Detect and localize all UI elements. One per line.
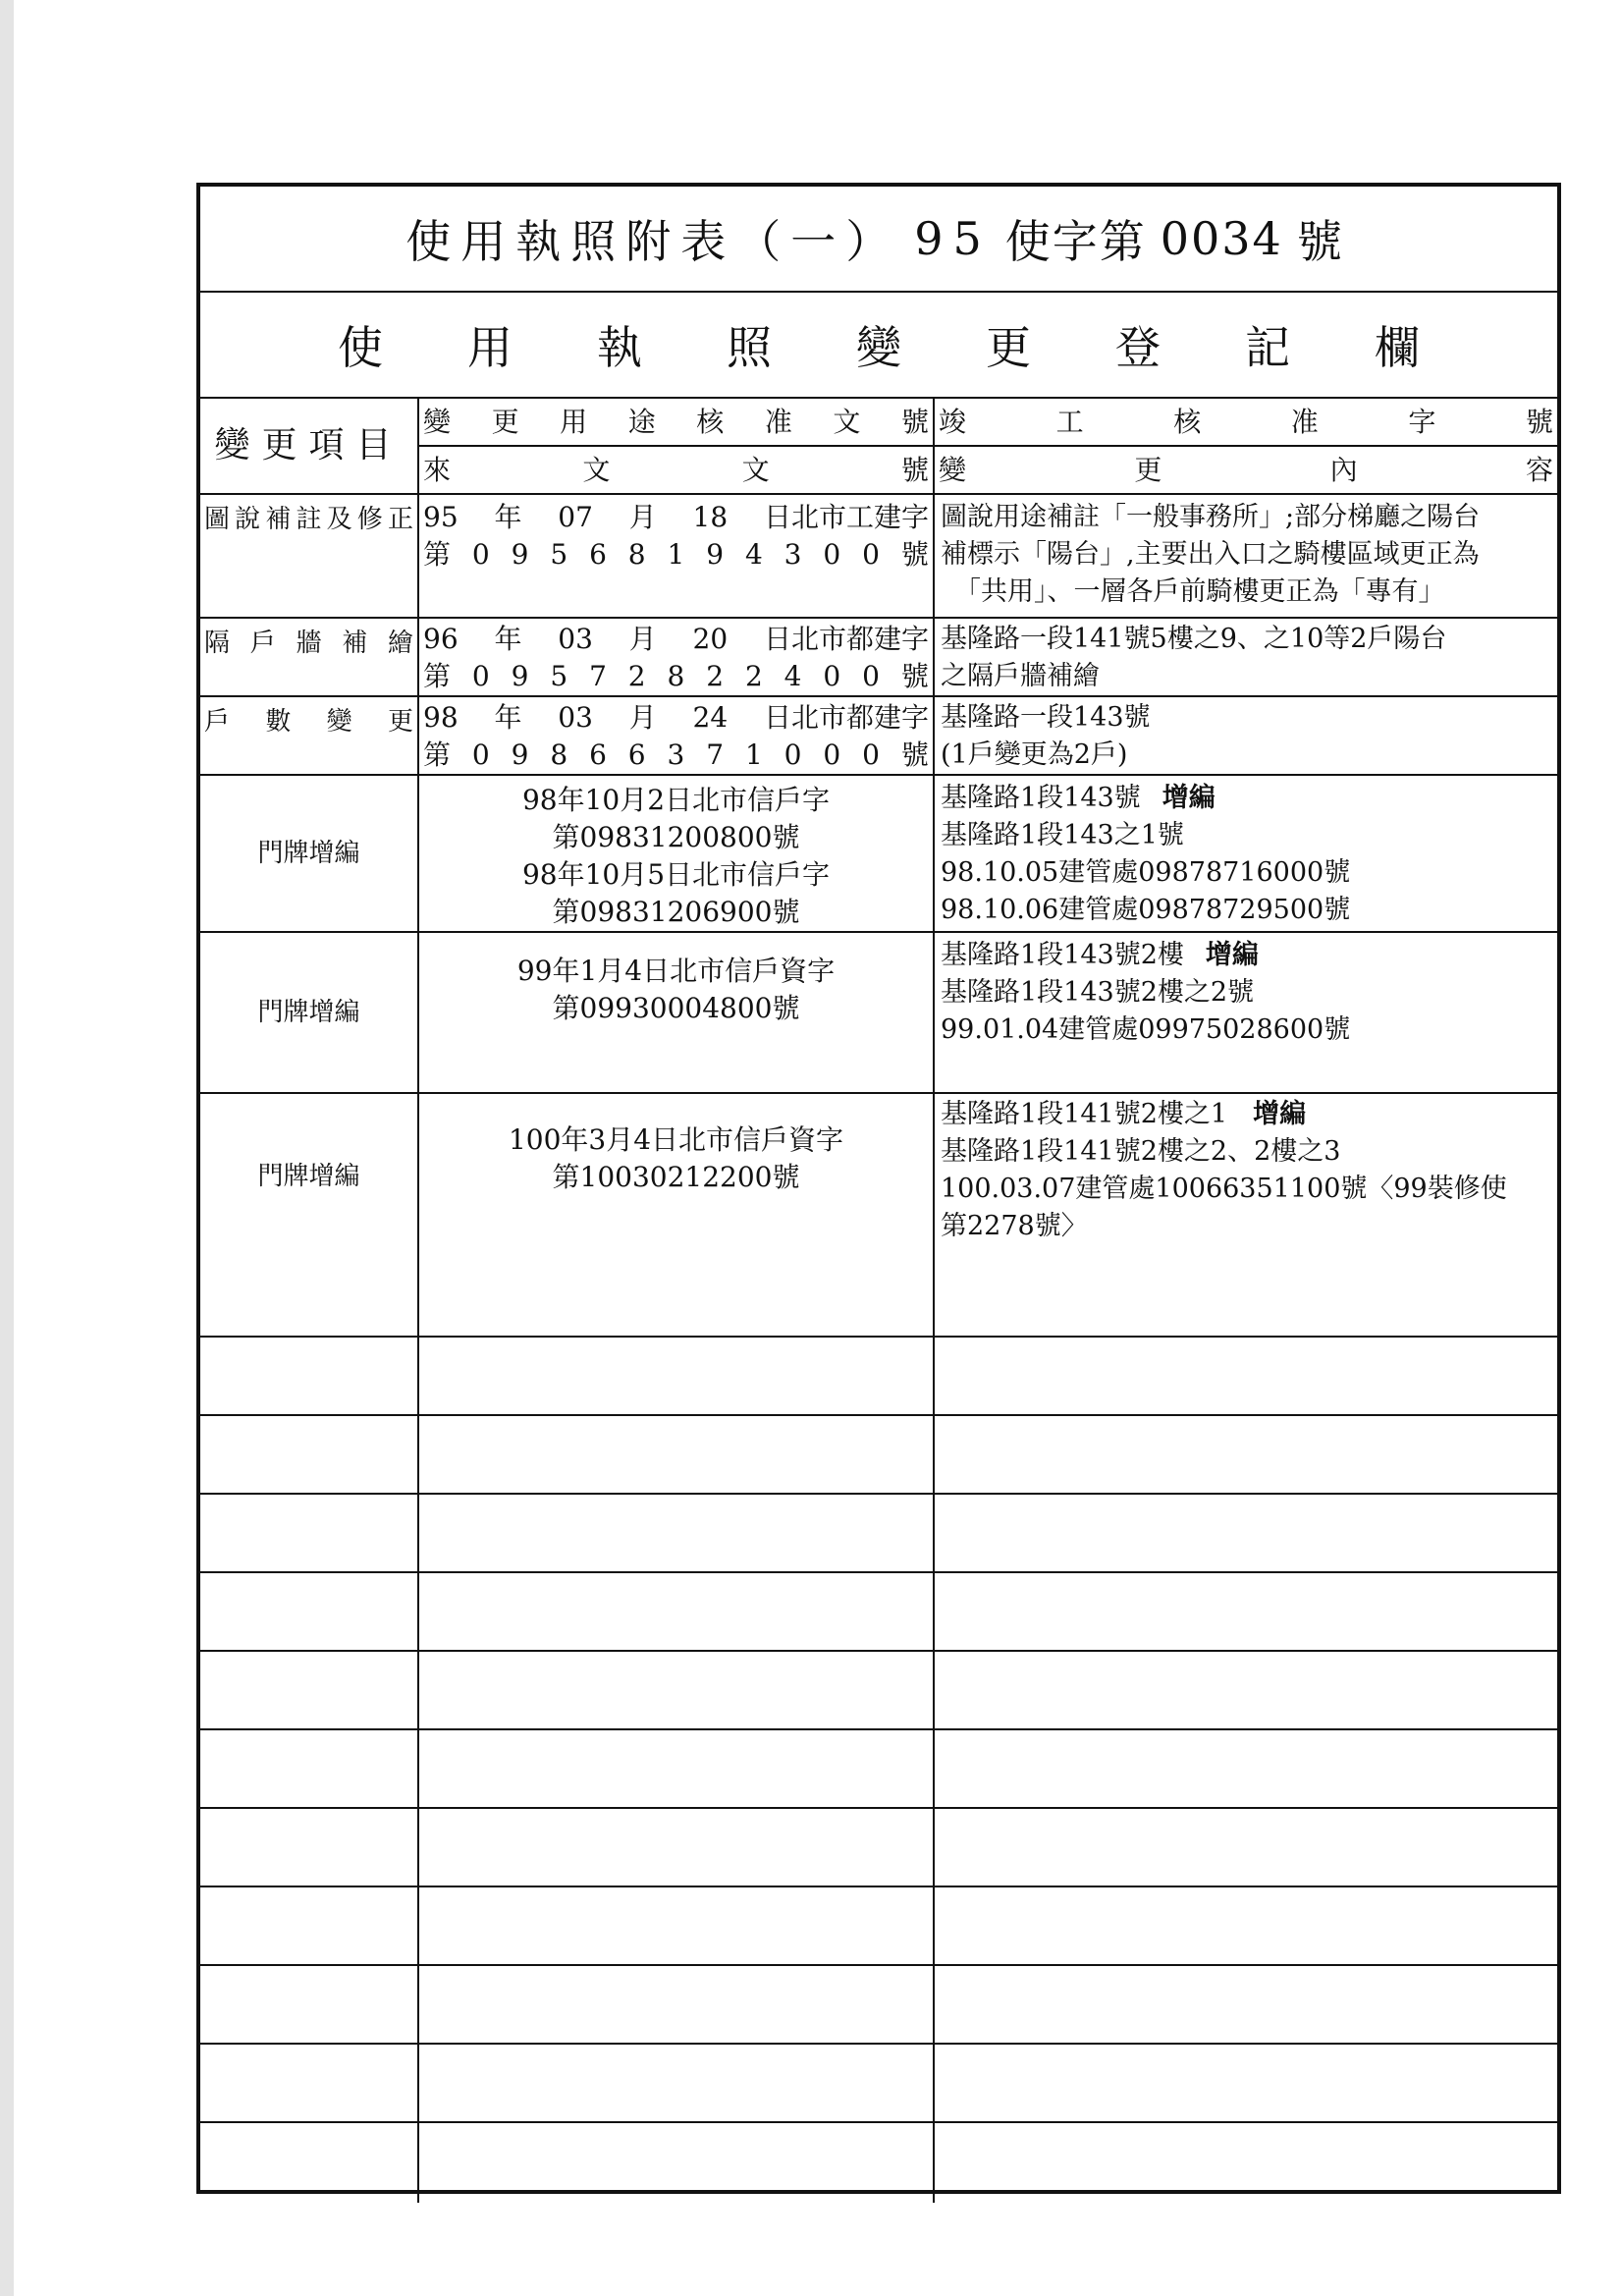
spread-token: 2 [744,660,763,692]
title-char: 用 [460,215,516,268]
spread-char: 更 [387,707,413,737]
subtitle-char: 欄 [1375,321,1420,374]
change-content-cell [934,775,1557,932]
header-completion-cell [934,399,1557,494]
approval-doc-cell [418,494,934,618]
spread-token: 1 [667,538,685,571]
spread-char: 號 [1525,405,1553,438]
subtitle-char: 變 [856,321,901,374]
empty-cell [418,1572,934,1651]
column-header-completion [935,399,1557,445]
spread-char: 容 [1525,453,1553,486]
approval-doc-line: 第09831206900號 [552,896,800,928]
spread-token: 日北市都建字 [763,623,929,655]
approval-doc-cell [418,696,934,775]
change-item-label [200,697,417,740]
table-row [200,1093,1557,1258]
empty-cell [934,1337,1557,1415]
spread-char: 說 [235,505,261,534]
spread-token: 0 [783,738,802,771]
empty-cell [418,1965,934,2044]
empty-table-row [200,2122,1557,2203]
content-line [935,937,1557,974]
spread-char: 號 [900,453,929,486]
spread-token: 年 [494,701,522,734]
title-char: 95 [914,212,992,265]
spread-token: 4 [744,538,763,571]
spread-char: 數 [265,707,292,737]
empty-cell [934,1572,1557,1651]
empty-cell [200,1651,418,1729]
usage-permit-annex-sheet [196,183,1561,2194]
change-content-cell [934,932,1557,1093]
spread-token: 07 [558,501,593,533]
spread-char: 文 [741,453,770,486]
approval-doc-line [419,697,933,737]
change-item-cell [200,932,418,1093]
header-approval-cell [418,399,934,494]
spread-char: 更 [491,405,519,438]
change-item-cell [200,1093,418,1258]
content-address: 基隆路1段143號2樓 [941,940,1184,970]
spread-char: 來 [423,453,452,486]
content-line: 基隆路1段141號2樓之2、2樓之3 [941,1136,1341,1167]
spread-token: 7 [589,660,607,692]
spread-token: 0 [862,738,880,771]
content-line: 第2278號〉 [941,1211,1088,1241]
empty-cell [934,1886,1557,1965]
spread-token: 24 [692,701,729,734]
approval-doc-cell [418,1093,934,1258]
spread-char: 正 [387,505,413,534]
empty-cell [418,1258,934,1337]
empty-cell [418,1729,934,1808]
empty-cell [418,1415,934,1494]
spread-char: 字 [1408,405,1436,438]
empty-table-row [200,1258,1557,1337]
spread-token: 95 [423,501,459,533]
spread-token: 20 [692,623,729,655]
approval-doc-line: 第09930004800號 [552,992,800,1024]
empty-table-row [200,1572,1557,1651]
change-content-cell [934,696,1557,775]
approval-doc-cell [418,932,934,1093]
empty-cell [200,1886,418,1965]
content-line: 基隆路一段143號 [941,702,1151,733]
title-char: 照 [570,215,626,268]
spread-char: 文 [582,453,611,486]
title-char: 使字第 [1004,215,1147,268]
content-address: 基隆路1段143號 [941,783,1141,813]
empty-cell [200,1337,418,1415]
spread-char: 核 [696,405,725,438]
content-address: 基隆路1段141號2樓之1 [941,1099,1228,1129]
change-item-label: 門牌增編 [257,839,360,868]
spread-token: 第 [423,538,452,571]
change-item-cell [200,618,418,696]
empty-cell [200,1415,418,1494]
spread-token: 0 [471,538,490,571]
spread-token: 8 [550,738,568,771]
empty-cell [200,1965,418,2044]
spread-token: 月 [628,501,657,533]
empty-cell [934,1494,1557,1572]
change-item-cell [200,696,418,775]
empty-cell [934,1808,1557,1886]
spread-token: 0 [823,660,841,692]
spread-token: 0 [823,538,841,571]
content-line: 之隔戶牆補繪 [941,661,1100,691]
change-item-cell [200,775,418,932]
content-line: (1戶變更為2戶) [941,739,1128,770]
content-line: 100.03.07建管處10066351100號〈99裝修使 [941,1174,1507,1204]
spread-token: 第 [423,738,452,771]
spread-token: 4 [783,660,802,692]
content-tag: 增編 [1205,940,1259,970]
subtitle-char: 登 [1115,321,1161,374]
approval-doc-cell [418,775,934,932]
empty-cell [418,2122,934,2203]
empty-table-row [200,1729,1557,1808]
change-register-table [200,399,1557,2203]
approval-doc-line: 98年10月2日北市信戶字 [521,784,831,816]
empty-cell [200,1494,418,1572]
empty-cell [934,1651,1557,1729]
content-tag: 增編 [1253,1099,1307,1129]
spread-token: 日北市都建字 [763,701,929,734]
spread-char: 文 [833,405,861,438]
spread-token: 月 [628,701,657,734]
spread-token: 號 [900,738,929,771]
title-char: 使 [405,215,461,268]
empty-cell [418,1886,934,1965]
column-header-change-content [935,445,1557,493]
change-item-label [200,619,417,662]
approval-doc-line [419,737,933,774]
spread-char: 隔 [204,629,231,658]
spread-token: 2 [627,660,646,692]
spread-char: 工 [1055,405,1084,438]
spread-char: 戶 [204,707,231,737]
spread-char: 補 [342,629,368,658]
subtitle-char: 記 [1245,321,1290,374]
content-tag: 增編 [1162,783,1216,813]
spread-token: 0 [862,660,880,692]
content-line [935,780,1557,817]
title-char: （一） [735,215,901,268]
spread-token: 1 [744,738,763,771]
approval-doc-line: 99年1月4日北市信戶資字 [516,955,836,987]
spread-char: 圖 [204,505,231,534]
content-line: 基隆路1段143之1號 [941,820,1184,850]
spread-char: 准 [764,405,792,438]
spread-char: 戶 [249,629,276,658]
spread-token: 年 [494,623,522,655]
spread-char: 途 [627,405,656,438]
empty-cell [418,1494,934,1572]
approval-doc-line [419,619,933,658]
empty-cell [934,1729,1557,1808]
empty-cell [934,1415,1557,1494]
empty-cell [200,1808,418,1886]
spread-char: 變 [939,453,967,486]
approval-doc-line [419,495,933,536]
subtitle-char: 更 [986,321,1031,374]
approval-doc-line: 第10030212200號 [552,1161,800,1193]
title-char: 0034 [1160,212,1283,265]
change-content-cell [934,618,1557,696]
content-line: 基隆路一段141號5樓之9、之10等2戶陽台 [941,624,1447,654]
approval-doc-line: 第09831200800號 [552,821,800,853]
title-char: 執 [515,215,571,268]
spread-token: 5 [550,538,568,571]
table-row [200,494,1557,618]
spread-token: 5 [550,660,568,692]
column-header-approval [419,399,933,445]
title-char: 號 [1296,215,1352,268]
scan-page-edge [0,0,14,2296]
empty-cell [200,1258,418,1337]
spread-char: 繪 [387,629,413,658]
column-header-incoming-doc [419,445,933,493]
content-line [935,1096,1557,1133]
empty-cell [200,1729,418,1808]
spread-token: 年 [494,501,522,533]
spread-token: 日北市工建字 [763,501,929,533]
spread-token: 98 [423,701,459,734]
empty-table-row [200,1494,1557,1572]
empty-cell [418,1337,934,1415]
spread-char: 補 [265,505,292,534]
title-char: 表 [680,215,736,268]
spread-token: 0 [471,660,490,692]
document-title [200,187,1557,293]
spread-char: 註 [296,505,322,534]
empty-cell [200,2044,418,2122]
change-content-cell [934,494,1557,618]
empty-table-row [200,1337,1557,1415]
spread-char: 更 [1134,453,1162,486]
spread-token: 2 [706,660,725,692]
spread-token: 8 [627,538,646,571]
empty-table-row [200,1886,1557,1965]
spread-token: 9 [511,538,529,571]
spread-token: 03 [558,701,593,734]
empty-cell [418,1651,934,1729]
empty-table-row [200,1415,1557,1494]
spread-token: 8 [667,660,685,692]
empty-cell [934,2044,1557,2122]
approval-doc-line [419,658,933,695]
spread-token: 6 [589,738,607,771]
spread-token: 9 [511,660,529,692]
content-line: 98.10.05建管處09878716000號 [941,857,1351,888]
subtitle-char: 執 [597,321,642,374]
spread-char: 變 [423,405,452,438]
table-row [200,932,1557,1093]
subtitle-char: 用 [467,321,513,374]
spread-token: 號 [900,538,929,571]
change-item-cell [200,494,418,618]
table-row [200,775,1557,932]
content-line: 「共用」、一層各戶前騎樓更正為「專有」 [954,576,1445,607]
empty-table-row [200,1965,1557,2044]
approval-doc-line [419,536,933,574]
change-item-label: 門牌增編 [257,998,360,1027]
content-line: 98.10.06建管處09878729500號 [941,895,1351,925]
change-item-label [200,495,417,538]
content-line: 99.01.04建管處09975028600號 [941,1014,1351,1045]
spread-char: 牆 [296,629,322,658]
spread-token: 號 [900,660,929,692]
column-header-item: 變更項目 [214,425,404,465]
empty-table-row [200,2044,1557,2122]
spread-token: 96 [423,623,459,655]
spread-char: 准 [1290,405,1319,438]
spread-token: 6 [627,738,646,771]
approval-doc-line: 98年10月5日北市信戶字 [521,858,831,891]
subtitle-char: 照 [727,321,772,374]
change-content-cell [934,1093,1557,1258]
table-row [200,618,1557,696]
approval-doc-cell [418,618,934,696]
empty-cell [418,2044,934,2122]
empty-table-row [200,1651,1557,1729]
spread-token: 0 [823,738,841,771]
spread-token: 03 [558,623,593,655]
approval-doc-line: 100年3月4日北市信戶資字 [508,1123,844,1156]
header-item-cell [200,399,418,494]
spread-token: 6 [589,538,607,571]
empty-cell [418,1808,934,1886]
spread-token: 9 [706,538,725,571]
spread-token: 3 [783,538,802,571]
empty-table-row [200,1808,1557,1886]
spread-char: 內 [1329,453,1358,486]
spread-char: 修 [356,505,383,534]
spread-token: 0 [471,738,490,771]
spread-char: 核 [1173,405,1202,438]
empty-cell [200,1572,418,1651]
spread-token: 第 [423,660,452,692]
spread-token: 7 [706,738,725,771]
spread-token: 0 [862,538,880,571]
spread-char: 及 [326,505,352,534]
spread-char: 用 [560,405,588,438]
content-line: 基隆路1段143號2樓之2號 [941,977,1255,1008]
spread-token: 18 [692,501,729,533]
spread-char: 竣 [939,405,967,438]
title-char: 附 [625,215,681,268]
spread-token: 9 [511,738,529,771]
subtitle-char: 使 [338,321,383,374]
spread-char: 號 [900,405,929,438]
empty-cell [934,1965,1557,2044]
empty-cell [200,2122,418,2203]
content-line: 圖說用途補註「一般事務所」;部分梯廳之陽台 [941,502,1481,532]
content-line: 補標示「陽台」,主要出入口之騎樓區域更正為 [941,539,1480,570]
spread-char: 變 [326,707,352,737]
spread-token: 月 [628,623,657,655]
empty-rows [200,1258,1557,2203]
table-header-row [200,399,1557,494]
spread-token: 3 [667,738,685,771]
table-row [200,696,1557,775]
empty-cell [934,1258,1557,1337]
change-item-label: 門牌增編 [257,1161,360,1191]
empty-cell [934,2122,1557,2203]
document-subtitle [200,293,1557,399]
